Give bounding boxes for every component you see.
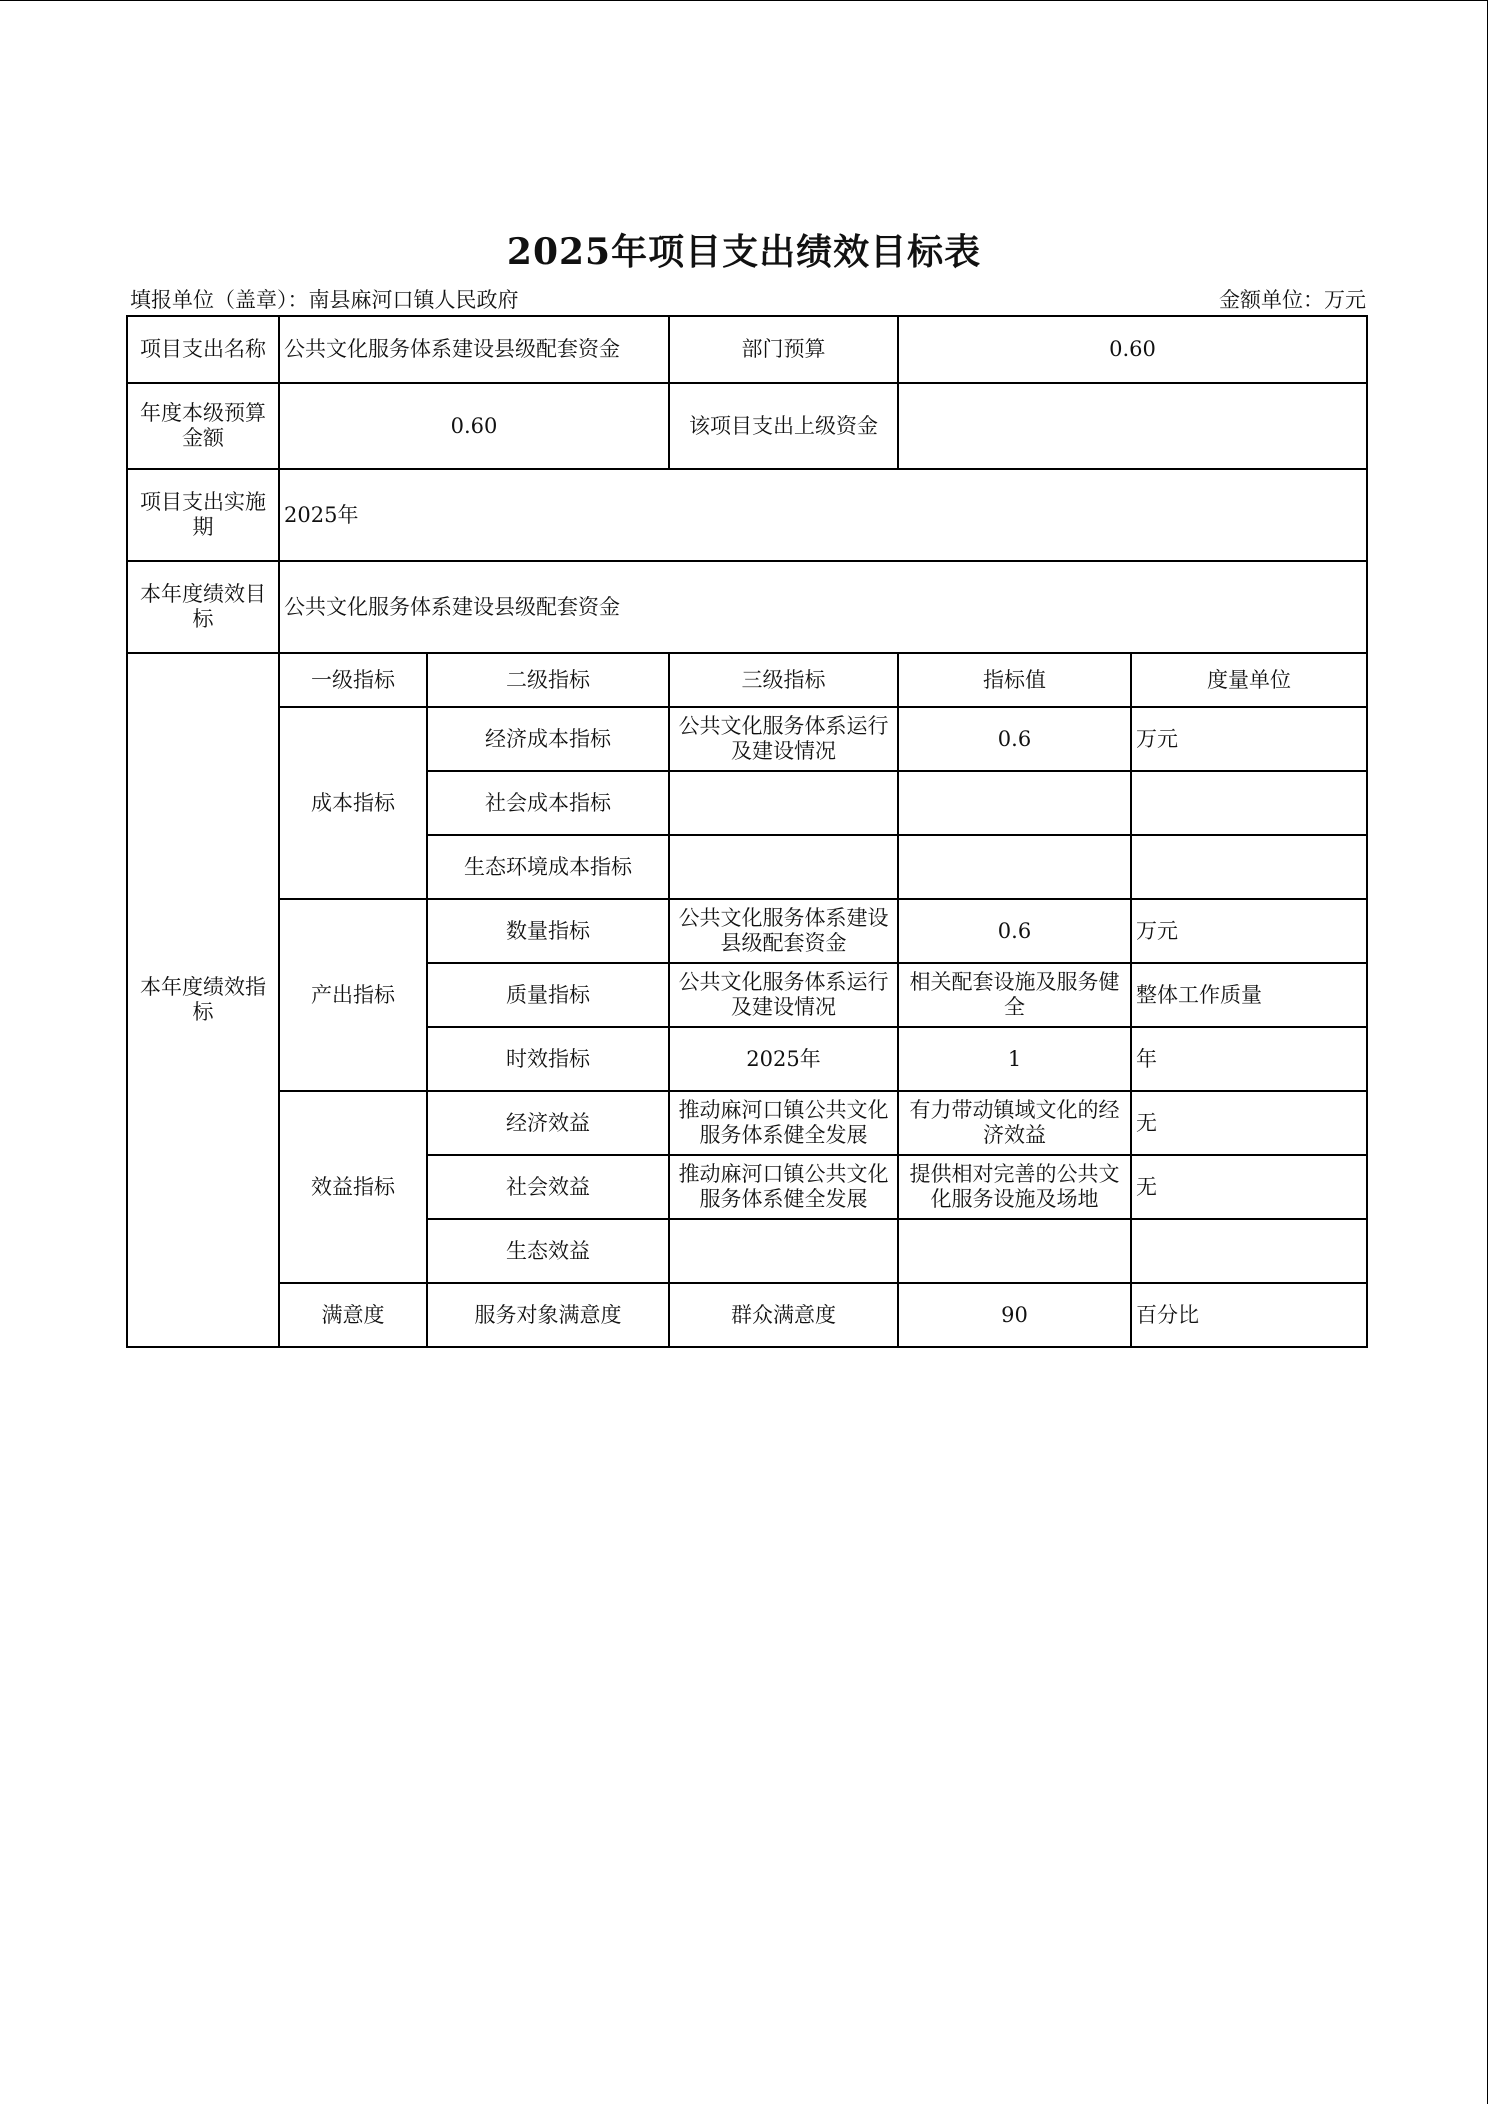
level2-cell: 经济效益	[427, 1091, 669, 1155]
header-level3: 三级指标	[669, 653, 898, 707]
indicator-header-row	[127, 653, 1367, 707]
table-row	[127, 1283, 1367, 1347]
level1-benefit: 效益指标	[279, 1091, 427, 1283]
value-cell: 90	[898, 1283, 1131, 1347]
header-value: 指标值	[898, 653, 1131, 707]
value-cell	[898, 835, 1131, 899]
level2-cell: 社会效益	[427, 1155, 669, 1219]
level2-cell: 生态效益	[427, 1219, 669, 1283]
value-cell	[898, 1219, 1131, 1283]
project-name-label: 项目支出名称	[127, 316, 279, 383]
dept-budget-label: 部门预算	[669, 316, 898, 383]
level3-cell: 推动麻河口镇公共文化服务体系健全发展	[669, 1091, 898, 1155]
level3-cell: 公共文化服务体系运行及建设情况	[669, 963, 898, 1027]
period-value: 2025年	[279, 469, 1367, 561]
page-border-top	[0, 0, 1488, 1]
unit-cell: 整体工作质量	[1131, 963, 1367, 1027]
row-project-name	[127, 316, 1367, 383]
table-row	[127, 707, 1367, 771]
level2-cell: 服务对象满意度	[427, 1283, 669, 1347]
annual-budget-label: 年度本级预算金额	[127, 383, 279, 469]
level3-cell	[669, 1219, 898, 1283]
level1-output: 产出指标	[279, 899, 427, 1091]
table-row	[127, 899, 1367, 963]
value-cell: 有力带动镇域文化的经济效益	[898, 1091, 1131, 1155]
header-level1: 一级指标	[279, 653, 427, 707]
header-unit: 度量单位	[1131, 653, 1367, 707]
value-cell: 0.6	[898, 707, 1131, 771]
dept-budget-value: 0.60	[898, 316, 1367, 383]
row-goal	[127, 561, 1367, 653]
unit-cell: 年	[1131, 1027, 1367, 1091]
unit-cell	[1131, 1219, 1367, 1283]
unit-cell: 万元	[1131, 707, 1367, 771]
value-cell: 相关配套设施及服务健全	[898, 963, 1131, 1027]
value-cell: 提供相对完善的公共文化服务设施及场地	[898, 1155, 1131, 1219]
performance-target-table	[126, 315, 1368, 1348]
indicators-section-label: 本年度绩效指标	[127, 653, 279, 1347]
level2-cell: 社会成本指标	[427, 771, 669, 835]
level3-cell	[669, 771, 898, 835]
level1-cost: 成本指标	[279, 707, 427, 899]
level3-cell	[669, 835, 898, 899]
reporting-unit: 填报单位（盖章）：南县麻河口镇人民政府	[130, 288, 519, 312]
level2-cell: 时效指标	[427, 1027, 669, 1091]
unit-cell: 百分比	[1131, 1283, 1367, 1347]
page-title: 2025年项目支出绩效目标表	[506, 231, 982, 273]
value-cell: 0.6	[898, 899, 1131, 963]
row-annual-budget	[127, 383, 1367, 469]
level2-cell: 质量指标	[427, 963, 669, 1027]
annual-budget-value: 0.60	[279, 383, 669, 469]
value-cell	[898, 771, 1131, 835]
level2-cell: 数量指标	[427, 899, 669, 963]
period-label: 项目支出实施期	[127, 469, 279, 561]
project-name-value: 公共文化服务体系建设县级配套资金	[279, 316, 669, 383]
superior-funds-label: 该项目支出上级资金	[669, 383, 898, 469]
goal-value: 公共文化服务体系建设县级配套资金	[279, 561, 1367, 653]
superior-funds-value	[898, 383, 1367, 469]
unit-cell	[1131, 835, 1367, 899]
level2-cell: 经济成本指标	[427, 707, 669, 771]
goal-label: 本年度绩效目标	[127, 561, 279, 653]
header-level2: 二级指标	[427, 653, 669, 707]
unit-cell	[1131, 771, 1367, 835]
unit-cell: 无	[1131, 1155, 1367, 1219]
row-period	[127, 469, 1367, 561]
value-cell: 1	[898, 1027, 1131, 1091]
level3-cell: 群众满意度	[669, 1283, 898, 1347]
amount-unit: 金额单位：万元	[1219, 288, 1366, 312]
table-row	[127, 1091, 1367, 1155]
level3-cell: 推动麻河口镇公共文化服务体系健全发展	[669, 1155, 898, 1219]
unit-cell: 万元	[1131, 899, 1367, 963]
level3-cell: 2025年	[669, 1027, 898, 1091]
level2-cell: 生态环境成本指标	[427, 835, 669, 899]
unit-cell: 无	[1131, 1091, 1367, 1155]
level3-cell: 公共文化服务体系建设县级配套资金	[669, 899, 898, 963]
level1-satisfaction: 满意度	[279, 1283, 427, 1347]
level3-cell: 公共文化服务体系运行及建设情况	[669, 707, 898, 771]
